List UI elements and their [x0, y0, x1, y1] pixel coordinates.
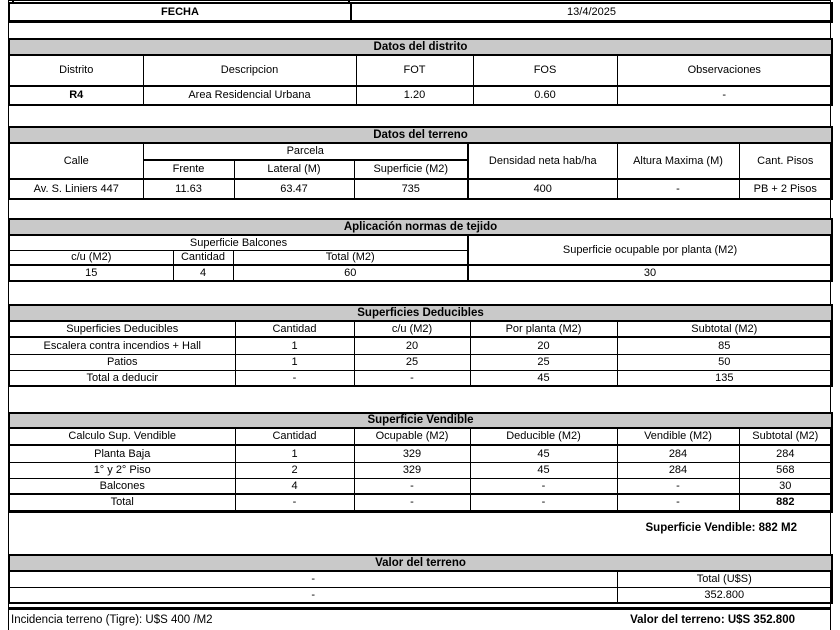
table-cell: 735 — [354, 179, 468, 199]
header-total-uss: Total (U$S) — [617, 571, 832, 587]
header-frente: Frente — [143, 160, 234, 179]
table-cell: 135 — [617, 370, 832, 386]
table-cell: 45 — [470, 370, 617, 386]
table-cell: 1 — [235, 354, 354, 370]
table-cell: 284 — [617, 445, 739, 462]
table-cell: 4 — [235, 478, 354, 494]
section-title-datos-del-terreno: Datos del terreno — [9, 127, 832, 143]
valor-table — [8, 554, 833, 604]
terreno-table — [8, 126, 833, 200]
table-cell: 284 — [739, 445, 832, 462]
distrito-table — [8, 38, 833, 106]
header-vendible: Vendible (M2) — [617, 428, 739, 445]
table-cell: Patios — [9, 354, 235, 370]
header-calle: Calle — [9, 143, 143, 179]
section-title-normas-de-tejido: Aplicación normas de tejido — [9, 219, 832, 235]
table-cell: 284 — [617, 462, 739, 478]
table-cell: 85 — [617, 337, 832, 354]
table-cell: 2 — [235, 462, 354, 478]
header-superficie: Superficie (M2) — [354, 160, 468, 179]
header-cu-m2: c/u (M2) — [9, 250, 173, 265]
table-cell: 50 — [617, 354, 832, 370]
header-parcela: Parcela — [143, 143, 468, 160]
header-superficies-deducibles: Superficies Deducibles — [9, 321, 235, 337]
top-cut-row-border — [8, 0, 831, 1]
table-cell: - — [354, 478, 470, 494]
table-cell: - — [470, 478, 617, 494]
table-cell: 60 — [233, 265, 468, 281]
header-fot: FOT — [356, 55, 473, 86]
header-cantidad: Cantidad — [173, 250, 233, 265]
header-calculo-sup-vendible: Calculo Sup. Vendible — [9, 428, 235, 445]
table-cell: 20 — [470, 337, 617, 354]
table-cell: 30 — [739, 478, 832, 494]
header-cu-m2: c/u (M2) — [354, 321, 470, 337]
tejido-table — [8, 218, 833, 282]
header-observaciones: Observaciones — [617, 55, 832, 86]
header-distrito: Distrito — [9, 55, 143, 86]
table-cell: R4 — [9, 86, 143, 105]
incidencia-terreno-text: Incidencia terreno (Tigre): U$S 400 /M2 — [11, 614, 213, 626]
table-cell: 1.20 — [356, 86, 473, 105]
section-title-datos-del-distrito: Datos del distrito — [9, 39, 832, 55]
deducibles-table — [8, 304, 833, 387]
table-cell: 30 — [468, 265, 832, 281]
fecha-table — [8, 2, 833, 23]
header-superficie-ocupable: Superficie ocupable por planta (M2) — [468, 235, 832, 265]
header-total-m2: Total (M2) — [233, 250, 468, 265]
footer-row — [8, 607, 831, 630]
table-cell: 329 — [354, 462, 470, 478]
table-cell: - — [470, 494, 617, 511]
table-cell: Av. S. Liniers 447 — [9, 179, 143, 199]
table-cell: 20 — [354, 337, 470, 354]
table-cell: 11.63 — [143, 179, 234, 199]
table-cell: - — [617, 86, 832, 105]
table-cell: 329 — [354, 445, 470, 462]
table-cell: 1 — [235, 337, 354, 354]
table-cell: 1° y 2° Piso — [9, 462, 235, 478]
table-cell: 400 — [468, 179, 617, 199]
header-subtotal: Subtotal (M2) — [617, 321, 832, 337]
table-cell: - — [617, 494, 739, 511]
table-cell: Escalera contra incendios + Hall — [9, 337, 235, 354]
table-cell: 63.47 — [234, 179, 354, 199]
table-cell: - — [354, 370, 470, 386]
header-subtotal: Subtotal (M2) — [739, 428, 832, 445]
section-title-superficies-deducibles: Superficies Deducibles — [9, 305, 832, 321]
table-cell: 4 — [173, 265, 233, 281]
table-cell: Area Residencial Urbana — [143, 86, 356, 105]
header-por-planta: Por planta (M2) — [470, 321, 617, 337]
superficie-vendible-note: Superficie Vendible: 882 M2 — [645, 522, 797, 534]
table-cell: - — [235, 370, 354, 386]
vendible-table — [8, 412, 833, 513]
fecha-label-cell: FECHA — [9, 3, 351, 21]
header-cantidad: Cantidad — [235, 321, 354, 337]
table-cell: - — [354, 494, 470, 511]
table-cell: Balcones — [9, 478, 235, 494]
header-ocupable: Ocupable (M2) — [354, 428, 470, 445]
table-cell: 568 — [739, 462, 832, 478]
table-cell: 45 — [470, 462, 617, 478]
table-cell: 15 — [9, 265, 173, 281]
table-cell: - — [235, 494, 354, 511]
table-cell: 25 — [354, 354, 470, 370]
table-cell: 0.60 — [473, 86, 617, 105]
table-cell: 1 — [235, 445, 354, 462]
header-cantidad: Cantidad — [235, 428, 354, 445]
table-cell: PB + 2 Pisos — [739, 179, 832, 199]
header-superficie-balcones: Superficie Balcones — [9, 235, 468, 250]
header-descripcion: Descripcion — [143, 55, 356, 86]
header-altura-maxima: Altura Maxima (M) — [617, 143, 739, 179]
table-cell: Total a deducir — [9, 370, 235, 386]
table-cell: - — [617, 478, 739, 494]
header-lateral: Lateral (M) — [234, 160, 354, 179]
section-title-valor-del-terreno: Valor del terreno — [9, 555, 832, 571]
fecha-value-cell: 13/4/2025 — [351, 3, 832, 21]
header-densidad: Densidad neta hab/ha — [468, 143, 617, 179]
table-cell-valor-total: 352.800 — [617, 587, 832, 603]
table-cell: - — [9, 571, 617, 587]
table-cell: - — [9, 587, 617, 603]
table-cell: 45 — [470, 445, 617, 462]
table-cell: 25 — [470, 354, 617, 370]
header-cant-pisos: Cant. Pisos — [739, 143, 832, 179]
header-fos: FOS — [473, 55, 617, 86]
table-cell: Total — [9, 494, 235, 511]
valor-del-terreno-text: Valor del terreno: U$S 352.800 — [630, 614, 795, 626]
table-cell: - — [617, 179, 739, 199]
header-deducible: Deducible (M2) — [470, 428, 617, 445]
section-title-superficie-vendible: Superficie Vendible — [9, 413, 832, 428]
table-cell: Planta Baja — [9, 445, 235, 462]
table-cell-total: 882 — [739, 494, 832, 511]
